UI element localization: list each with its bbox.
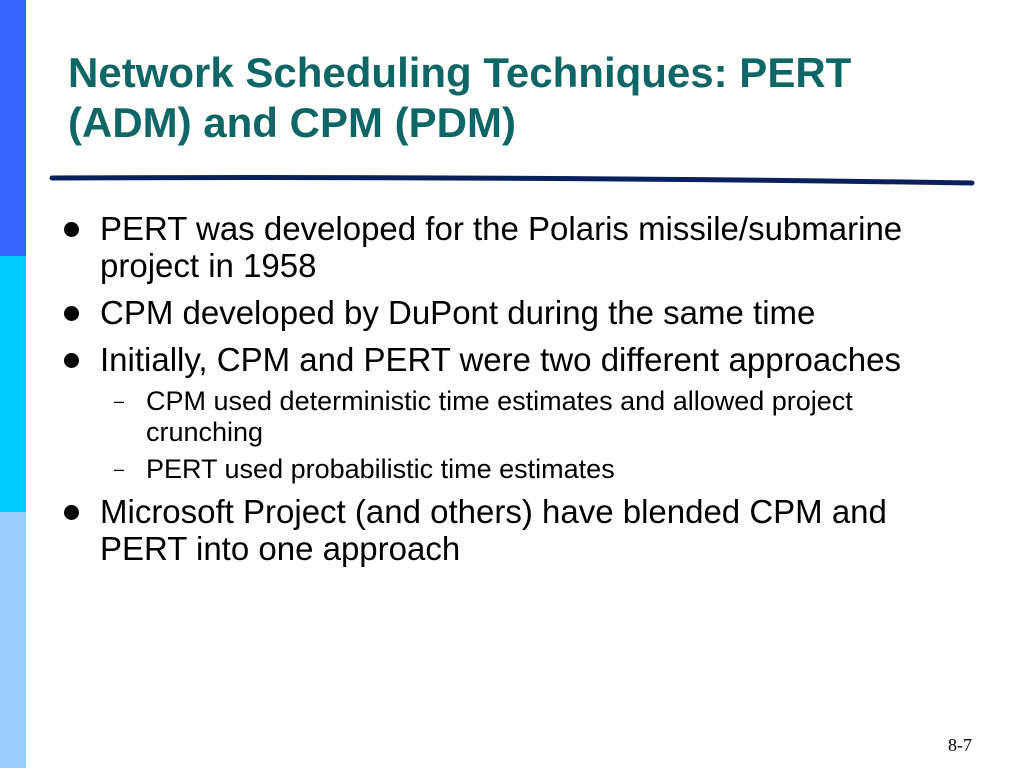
title-underline (52, 0, 972, 200)
sidebar-segment-bottom (0, 512, 26, 768)
sidebar-segment-middle (0, 256, 26, 512)
title-underline-stroke (52, 178, 972, 183)
bullet-item-1 (62, 210, 962, 284)
slide-title-line-2: (ADM) and CPM (PDM) (68, 99, 516, 146)
sub-bullet-text-1: CPM used deterministic time estimates and allowed project crunching (146, 386, 853, 447)
sidebar-segment-top (0, 0, 26, 256)
dash-icon: – (114, 459, 125, 479)
sub-bullet-item-1 (62, 386, 962, 448)
sub-bullet-text-2: PERT used probabilistic time estimates (146, 454, 615, 484)
bullet-item-4 (62, 493, 962, 567)
bullet-item-3 (62, 341, 962, 378)
bullet-dot-icon (64, 222, 79, 237)
bullet-text-2: CPM developed by DuPont during the same time (100, 294, 816, 331)
bullet-dot-icon (64, 505, 79, 520)
slide-title-line-1: Network Scheduling Techniques: PERT (68, 49, 852, 96)
dash-icon: – (114, 391, 125, 411)
bullet-text-3: Initially, CPM and PERT were two different approaches (100, 341, 901, 378)
bullet-text-4: Microsoft Project (and others) have blended CPM and PERT into one approach (100, 493, 887, 567)
bullet-text-1: PERT was developed for the Polaris missile/submarine project in 1958 (100, 210, 903, 284)
bullet-list (62, 210, 962, 577)
sidebar-accent (0, 0, 26, 768)
slide-number: 8-7 (948, 735, 972, 755)
sub-bullet-item-2 (62, 454, 962, 485)
bullet-dot-icon (64, 306, 79, 321)
bullet-dot-icon (64, 353, 79, 368)
bullet-item-2 (62, 294, 962, 331)
